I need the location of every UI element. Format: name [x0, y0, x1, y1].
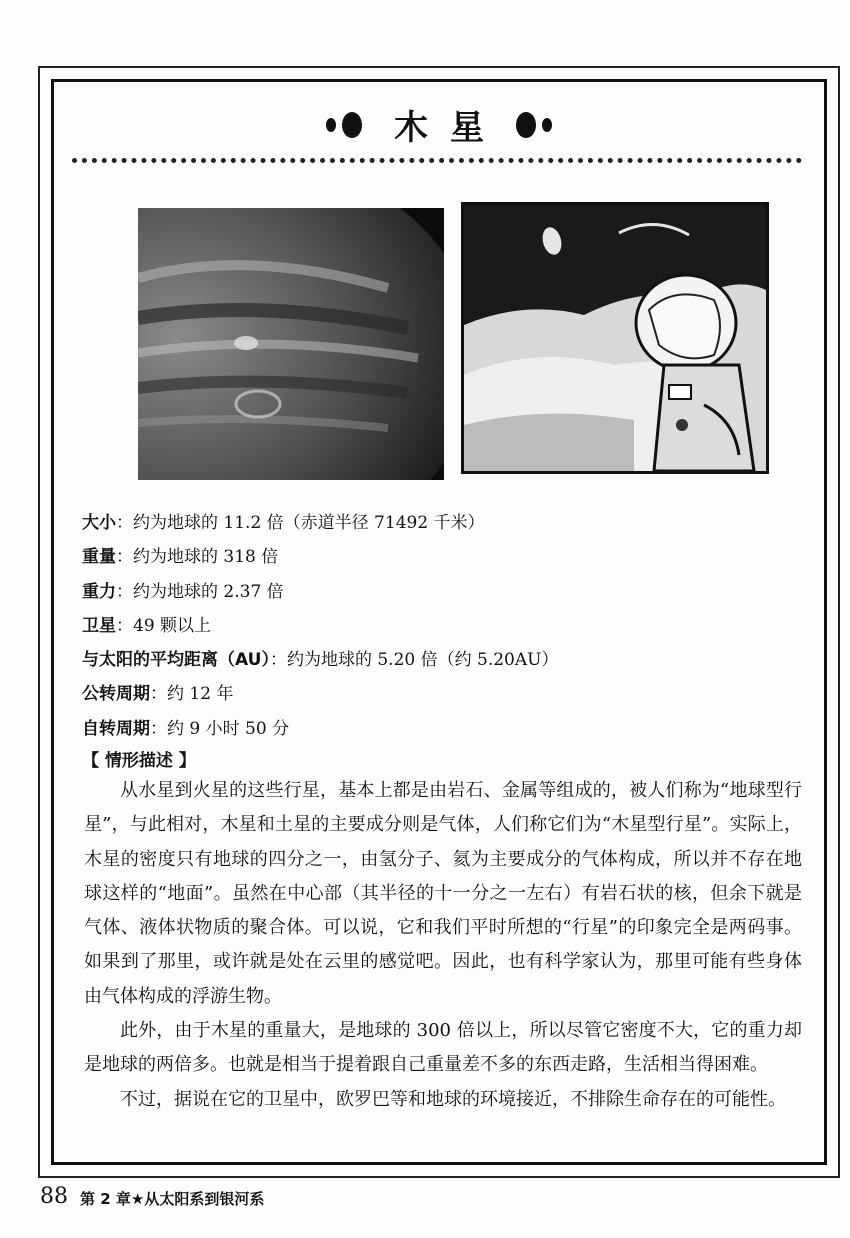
manga-astronaut-illustration [461, 202, 769, 474]
title-banner [51, 100, 827, 149]
page-number: 88 [40, 1184, 68, 1209]
paragraph: 此外，由于木星的重量大，是地球的 300 倍以上，所以尽管它密度不大，它的重力却是地球的两倍多。也就是相当于提着跟自己重量差不多的东西走路，生活相当得困难。 [84, 1020, 802, 1076]
fact-row-rotation-period: 自转周期：约 9 小时 50 分 [82, 718, 290, 739]
chapter-label: 第 2 章★从太阳系到银河系 [80, 1190, 265, 1208]
fact-row-distance: 与太阳的平均距离（AU）：约为地球的 5.20 倍（约 5.20AU） [82, 650, 559, 671]
fact-row-size: 大小：约为地球的 11.2 倍（赤道半径 71492 千米） [82, 513, 485, 533]
page-title: 木星 [394, 108, 506, 148]
description-heading: 【 情形描述 】 [82, 751, 196, 771]
paragraph: 不过，据说在它的卫星中，欧罗巴等和地球的环境接近，不排除生命存在的可能性。 [120, 1088, 786, 1110]
fact-row-gravity: 重力：约为地球的 2.37 倍 [82, 581, 284, 602]
dot-ornament-icon [326, 118, 336, 132]
dot-ornament-icon [342, 112, 362, 138]
description-body [84, 774, 802, 1117]
fact-row-mass: 重量：约为地球的 318 倍 [82, 547, 279, 568]
dotted-divider [72, 158, 802, 163]
jupiter-photo [138, 208, 444, 480]
dot-ornament-icon [542, 118, 552, 132]
dot-ornament-icon [516, 112, 536, 138]
fact-row-orbit-period: 公转周期：约 12 年 [82, 684, 234, 705]
planet-facts-list [82, 506, 802, 746]
paragraph: 从水星到火星的这些行星，基本上都是由岩石、金属等组成的，被人们称为“地球型行星”，与此相对，木星和土星的主要成分则是气体，人们称它们为“木星型行星”。实际上，木星的密度只有地球的四分之一，由氢分子、氦为主要成分的气体构成，所以并不存在地球这样的“地面”。虽然在中心部（其半径的十一分之一左右）有岩石状的核，但余下就是气体、液体状物质的聚合体。可以说，它和我们平时所想的“行星”的印象完全是两码事。如果到了那里，或许就是处在云里的感觉吧。因此，也有科学家认为，那里可能有些身体由气体构成的浮游生物。 [84, 780, 802, 1007]
fact-row-satellites: 卫星：49 颗以上 [82, 615, 212, 636]
